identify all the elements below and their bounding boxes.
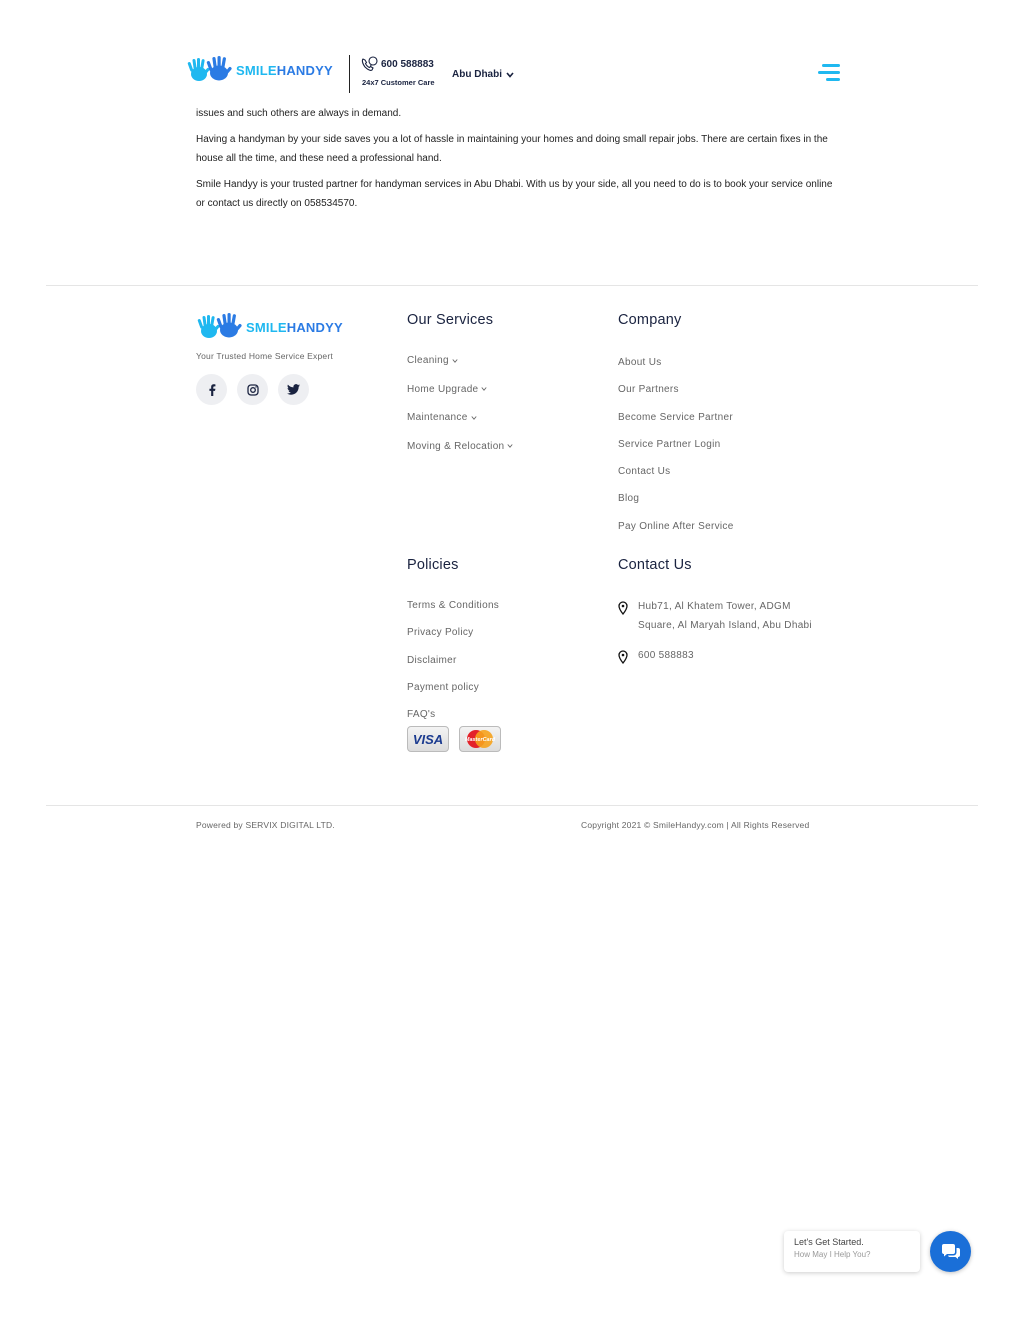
chat-title: Let's Get Started. xyxy=(794,1237,864,1247)
policy-link-disclaimer[interactable]: Disclaimer xyxy=(407,654,457,666)
policies-list xyxy=(407,599,607,725)
chat-button[interactable] xyxy=(930,1231,971,1272)
footer-logo[interactable] xyxy=(196,313,343,341)
contact-address xyxy=(618,597,848,635)
company-list xyxy=(618,356,838,547)
location-pin-icon xyxy=(618,601,628,615)
chevron-down-icon xyxy=(452,358,458,364)
services-title: Our Services xyxy=(407,312,494,328)
policies-column xyxy=(407,557,607,752)
company-link-about[interactable]: About Us xyxy=(618,357,662,368)
hands-logo-icon xyxy=(186,56,234,84)
footer-divider-bottom xyxy=(46,805,978,806)
contact-column xyxy=(618,557,848,665)
header-phone-number: 600 588883 xyxy=(381,58,434,70)
logo-text-handyy: HANDYY xyxy=(276,62,333,78)
city-label: Abu Dhabi xyxy=(452,69,502,80)
powered-by[interactable]: Powered by SERVIX DIGITAL LTD. xyxy=(196,820,335,830)
chevron-down-icon xyxy=(481,386,487,392)
contact-phone-number: 600 588883 xyxy=(638,650,694,661)
footer-brand xyxy=(196,313,343,405)
footer-tagline: Your Trusted Home Service Expert xyxy=(196,351,333,361)
article-paragraph: Having a handyman by your side saves you a lot of hassle in maintaining your homes and doing small repair jobs. There are certain fixes in the house all the time, and these need a professional hand. xyxy=(196,134,828,164)
copyright: Copyright 2021 © SmileHandyy.com | All Rights Reserved xyxy=(581,820,810,830)
logo-text xyxy=(236,63,333,78)
hands-logo-icon xyxy=(196,313,244,341)
customer-care-label: 24x7 Customer Care xyxy=(362,78,435,87)
policy-link-faq[interactable]: FAQ's xyxy=(407,709,436,721)
chevron-down-icon xyxy=(507,443,513,449)
mastercard-label: MasterCard xyxy=(464,737,496,744)
address-line-1: Hub71, Al Khatem Tower, ADGM xyxy=(638,601,791,612)
footer-logo-text xyxy=(246,320,343,335)
contact-title: Contact Us xyxy=(618,557,692,573)
header-divider xyxy=(349,55,350,93)
visa-card-icon xyxy=(407,726,449,752)
phone-block[interactable] xyxy=(360,56,435,87)
company-link-blog[interactable]: Blog xyxy=(618,493,640,505)
contact-phone[interactable] xyxy=(618,646,848,665)
twitter-icon[interactable] xyxy=(278,374,309,405)
chat-subtitle: How May I Help You? xyxy=(794,1250,871,1259)
company-link-contact[interactable]: Contact Us xyxy=(618,466,671,478)
service-label: Home Upgrade xyxy=(407,383,479,395)
footer-divider-top xyxy=(46,285,978,286)
facebook-icon[interactable] xyxy=(196,374,227,405)
mastercard-icon xyxy=(459,726,501,752)
services-list xyxy=(407,354,607,453)
service-label: Cleaning xyxy=(407,355,449,367)
logo-text-smile: SMILE xyxy=(246,319,287,335)
company-column xyxy=(618,312,838,547)
logo-text-smile: SMILE xyxy=(236,62,277,78)
city-selector[interactable] xyxy=(452,69,514,80)
menu-icon[interactable] xyxy=(818,64,840,82)
company-link-pay-online[interactable]: Pay Online After Service xyxy=(618,520,734,532)
payment-cards xyxy=(407,726,607,752)
instagram-icon[interactable] xyxy=(237,374,268,405)
site-header xyxy=(186,50,842,96)
location-pin-icon xyxy=(618,650,628,664)
company-link-partner-login[interactable]: Service Partner Login xyxy=(618,438,721,450)
service-label: Maintenance xyxy=(407,412,468,424)
service-item-maintenance[interactable] xyxy=(407,411,607,425)
service-item-cleaning[interactable] xyxy=(407,354,607,368)
chat-prompt-bubble[interactable] xyxy=(784,1231,920,1272)
social-links xyxy=(196,374,343,405)
services-column xyxy=(407,312,607,453)
service-item-moving[interactable] xyxy=(407,440,607,454)
article-paragraph: Smile Handyy is your trusted partner for handyman services in Abu Dhabi. With us by your side, all you need to do is to book your service online or contact us directly on 058534570. xyxy=(196,179,833,209)
company-link-become-partner[interactable]: Become Service Partner xyxy=(618,411,733,423)
chevron-down-icon xyxy=(506,72,514,78)
policies-title: Policies xyxy=(407,557,459,573)
chat-icon xyxy=(941,1244,961,1260)
phone-icon xyxy=(360,56,378,72)
logo[interactable] xyxy=(186,56,333,84)
service-label: Moving & Relocation xyxy=(407,440,505,452)
policy-link-payment[interactable]: Payment policy xyxy=(407,681,480,693)
company-link-partners[interactable]: Our Partners xyxy=(618,384,679,396)
address-line-2: Square, Al Maryah Island, Abu Dhabi xyxy=(638,620,812,631)
company-title: Company xyxy=(618,312,682,328)
service-item-home-upgrade[interactable] xyxy=(407,383,607,397)
logo-text-handyy: HANDYY xyxy=(286,319,343,335)
article-text xyxy=(196,104,836,220)
visa-label: VISA xyxy=(412,732,444,747)
policy-link-privacy[interactable]: Privacy Policy xyxy=(407,627,474,639)
chevron-down-icon xyxy=(471,415,477,421)
article-paragraph: issues and such others are always in demand. xyxy=(196,108,402,119)
policy-link-terms[interactable]: Terms & Conditions xyxy=(407,600,500,611)
